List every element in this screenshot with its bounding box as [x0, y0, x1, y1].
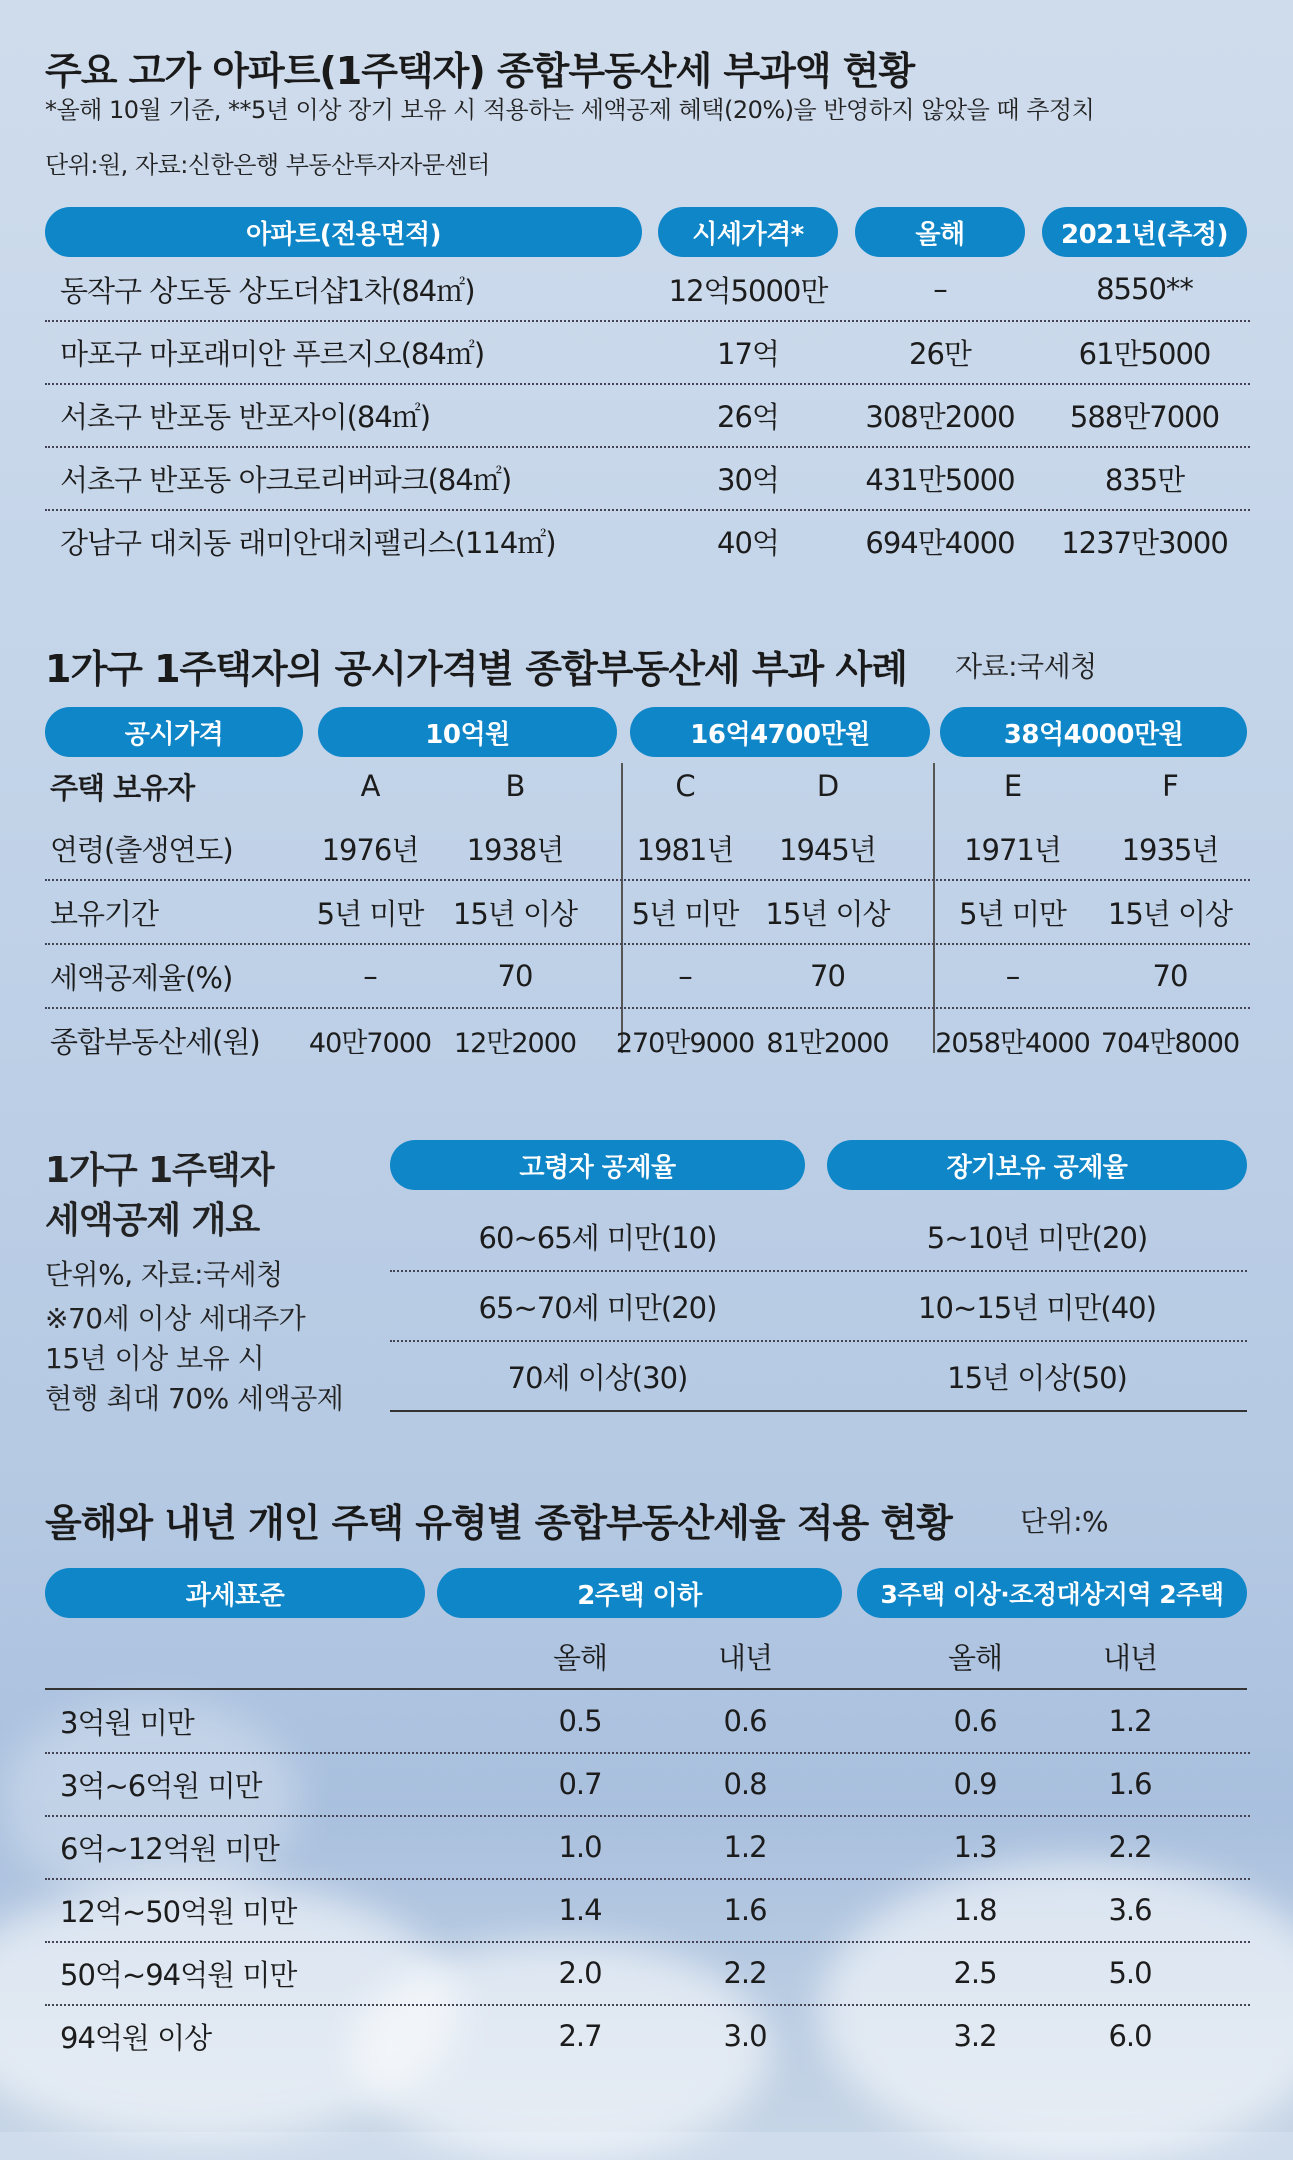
unit-source: 단위:원, 자료:신한은행 부동산투자자문센터: [45, 151, 490, 179]
apartment-name: 강남구 대치동 래미안대치팰리스(114㎡): [60, 525, 556, 560]
table-cell: 588만7000: [1069, 399, 1220, 434]
table-cell: 26만: [909, 336, 971, 371]
table-cell: 1976년: [321, 832, 419, 867]
tax-base-label: 6억~12억원 미만: [60, 1831, 279, 1866]
rate-cell: 1.2: [723, 1830, 767, 1864]
section-title-line1: 1가구 1주택자: [45, 1150, 274, 1191]
apartment-name: 마포구 마포래미안 푸르지오(84㎡): [60, 336, 485, 371]
table-cell: 40만7000: [308, 1027, 432, 1059]
rate-cell: 1.6: [1108, 1767, 1152, 1801]
table-cell: 308만2000: [865, 399, 1015, 434]
note-line2: 15년 이상 보유 시: [45, 1342, 265, 1375]
header-official-price: 공시가격: [45, 707, 303, 757]
table-cell: –: [678, 959, 692, 993]
table-row: [45, 2005, 1250, 2067]
unit-source: 단위%, 자료:국세청: [45, 1258, 283, 1291]
header-market-price: 시세가격*: [658, 207, 838, 257]
table-row: [45, 1816, 1250, 1880]
longterm-deduction-cell: 5~10년 미만(20): [926, 1220, 1148, 1255]
rate-cell: 1.6: [723, 1893, 767, 1927]
senior-deduction-cell: 65~70세 미만(20): [478, 1290, 717, 1325]
owner-name: E: [1003, 769, 1022, 803]
table-cell: 30억: [717, 462, 779, 497]
rate-cell: 6.0: [1108, 2019, 1152, 2053]
header-senior-deduction: 고령자 공제율: [390, 1140, 805, 1190]
note-line1: ※70세 이상 세대주가: [45, 1302, 306, 1335]
table-cell: 61만5000: [1078, 336, 1211, 371]
rate-cell: 0.9: [953, 1767, 997, 1801]
table-row: [45, 258, 1250, 322]
table-cell: –: [933, 272, 947, 306]
table-cell: –: [1005, 959, 1020, 993]
rate-cell: 3.6: [1108, 1893, 1152, 1927]
rate-cell: 0.6: [953, 1704, 997, 1738]
table-cell: 5년 미만: [959, 896, 1066, 931]
owner-label: 주택 보유자: [50, 770, 195, 805]
apartment-name: 동작구 상도동 상도더샵1차(84㎡): [60, 273, 475, 308]
section-title: 올해와 내년 개인 주택 유형별 종합부동산세율 적용 현황: [45, 1501, 952, 1545]
header-1billion: 10억원: [318, 707, 617, 757]
owner-name: A: [360, 769, 380, 803]
table-cell: 1938년: [466, 832, 564, 867]
section-tax-cases: [45, 600, 1250, 1080]
section-tax-rates: [45, 1460, 1250, 2100]
table-cell: 2058만4000: [935, 1027, 1090, 1059]
rate-cell: 0.6: [723, 1704, 767, 1738]
tax-base-label: 12억~50억원 미만: [60, 1894, 297, 1929]
longterm-deduction-cell: 15년 이상(50): [947, 1360, 1127, 1395]
table-row: [45, 1009, 1250, 1071]
table-cell: 1237만3000: [1061, 525, 1228, 560]
header-this-year: 올해: [855, 207, 1025, 257]
table-cell: 70: [810, 959, 845, 993]
table-row: [45, 384, 1250, 448]
table-cell: 694만4000: [865, 525, 1015, 560]
senior-deduction-cell: 70세 이상(30): [507, 1360, 688, 1395]
tax-base-label: 50억~94억원 미만: [60, 1957, 297, 1992]
section-title: 주요 고가 아파트(1주택자) 종합부동산세 부과액 현황: [45, 49, 915, 93]
table-row: [45, 881, 1250, 945]
table-row: [45, 755, 1250, 817]
header-tax-base: 과세표준: [45, 1568, 425, 1618]
rate-cell: 2.5: [953, 1956, 997, 1990]
table-cell: 431만5000: [865, 462, 1015, 497]
tax-base-label: 3억원 미만: [60, 1705, 194, 1740]
owner-name: C: [675, 769, 695, 803]
rate-cell: 0.7: [558, 1767, 602, 1801]
table-cell: 835만: [1104, 462, 1185, 497]
table-cell: –: [363, 959, 377, 993]
table-row: [45, 945, 1250, 1009]
apartment-name: 서초구 반포동 반포자이(84㎡): [60, 399, 431, 434]
table-row: [45, 1753, 1250, 1817]
source: 자료:국세청: [955, 650, 1097, 683]
table-cell: 12만2000: [453, 1027, 577, 1059]
rate-cell: 2.2: [723, 1956, 767, 1990]
header-apartment: 아파트(전용면적): [45, 207, 642, 257]
table-row: [390, 1342, 1247, 1412]
table-row: [45, 817, 1250, 881]
table-cell: 17억: [717, 336, 779, 371]
table-cell: 704만8000: [1100, 1027, 1240, 1059]
rate-cell: 0.5: [558, 1704, 602, 1738]
table-cell: 1981년: [636, 832, 734, 867]
rate-cell: 1.3: [953, 1830, 997, 1864]
table-cell: 15년 이상: [765, 896, 890, 931]
rate-cell: 2.7: [558, 2019, 602, 2053]
rate-cell: 3.0: [723, 2019, 767, 2053]
table-cell: 5년 미만: [631, 896, 739, 931]
rate-cell: 2.2: [1108, 1830, 1152, 1864]
owner-name: D: [816, 769, 839, 803]
owner-name: F: [1162, 769, 1178, 803]
header-2021-estimate: 2021년(추정): [1042, 207, 1247, 257]
table-cell: 15년 이상: [1107, 896, 1233, 931]
subheader-next-year: 내년: [1102, 1640, 1158, 1675]
section-apartment-tax: [45, 0, 1250, 600]
table-cell: 8550**: [1096, 272, 1193, 306]
rate-cell: 0.8: [723, 1767, 767, 1801]
rate-cell: 1.2: [1108, 1704, 1152, 1738]
table-cell: 70: [1152, 959, 1188, 993]
table-row: [45, 1879, 1250, 1943]
note-line3: 현행 최대 70% 세액공제: [45, 1382, 344, 1415]
table-row: [390, 1202, 1247, 1272]
unit: 단위:%: [1020, 1505, 1109, 1538]
table-cell: 270만9000: [615, 1027, 755, 1059]
table-cell: 1935년: [1121, 832, 1219, 867]
row-label: 보유기간: [50, 896, 159, 931]
table-cell: 5년 미만: [316, 896, 424, 931]
rate-cell: 3.2: [953, 2019, 997, 2053]
row-label: 종합부동산세(원): [50, 1024, 260, 1059]
table-row: [45, 1942, 1250, 2006]
table-row: [45, 321, 1250, 385]
table-cell: 1945년: [779, 832, 876, 867]
rate-cell: 1.0: [558, 1830, 602, 1864]
table-cell: 26억: [717, 399, 779, 434]
subheader-this-year: 올해: [947, 1640, 1003, 1675]
row-label: 세액공제율(%): [50, 960, 233, 995]
table-cell: 12억5000만: [668, 273, 828, 308]
section-title-line2: 세액공제 개요: [45, 1200, 260, 1241]
tax-base-label: 3억~6억원 미만: [60, 1768, 262, 1803]
table-cell: 70: [497, 959, 533, 993]
apartment-name: 서초구 반포동 아크로리버파크(84㎡): [60, 462, 512, 497]
header-two-homes: 2주택 이하: [437, 1568, 842, 1618]
table-cell: 1971년: [964, 832, 1061, 867]
header-1-647billion: 16억4700만원: [630, 707, 930, 757]
owner-name: B: [505, 769, 525, 803]
rate-cell: 2.0: [558, 1956, 602, 1990]
rate-cell: 1.8: [953, 1893, 997, 1927]
table-row: [45, 447, 1250, 511]
header-three-homes: 3주택 이상·조정대상지역 2주택: [857, 1568, 1247, 1618]
rate-cell: 1.4: [558, 1893, 602, 1927]
tax-base-label: 94억원 이상: [60, 2020, 212, 2055]
table-row: [45, 1690, 1250, 1754]
table-cell: 81만2000: [766, 1027, 889, 1059]
header-longterm-deduction: 장기보유 공제율: [827, 1140, 1247, 1190]
senior-deduction-cell: 60~65세 미만(10): [478, 1220, 717, 1255]
header-3-84billion: 38억4000만원: [940, 707, 1247, 757]
table-row: [45, 510, 1250, 572]
table-cell: 15년 이상: [452, 896, 578, 931]
row-label: 연령(출생연도): [50, 832, 233, 867]
rate-cell: 5.0: [1108, 1956, 1152, 1990]
subheader-this-year: 올해: [552, 1640, 608, 1675]
section-title: 1가구 1주택자의 공시가격별 종합부동산세 부과 사례: [45, 647, 907, 691]
table-cell: 40억: [717, 525, 779, 560]
longterm-deduction-cell: 10~15년 미만(40): [918, 1290, 1156, 1325]
footnote: *올해 10월 기준, **5년 이상 장기 보유 시 적용하는 세액공제 혜택(20%)을 반영하지 않았을 때 추정치: [45, 96, 1095, 124]
subheader-next-year: 내년: [717, 1640, 773, 1675]
table-row: [390, 1272, 1247, 1342]
section-deduction-overview: [45, 1120, 1250, 1420]
